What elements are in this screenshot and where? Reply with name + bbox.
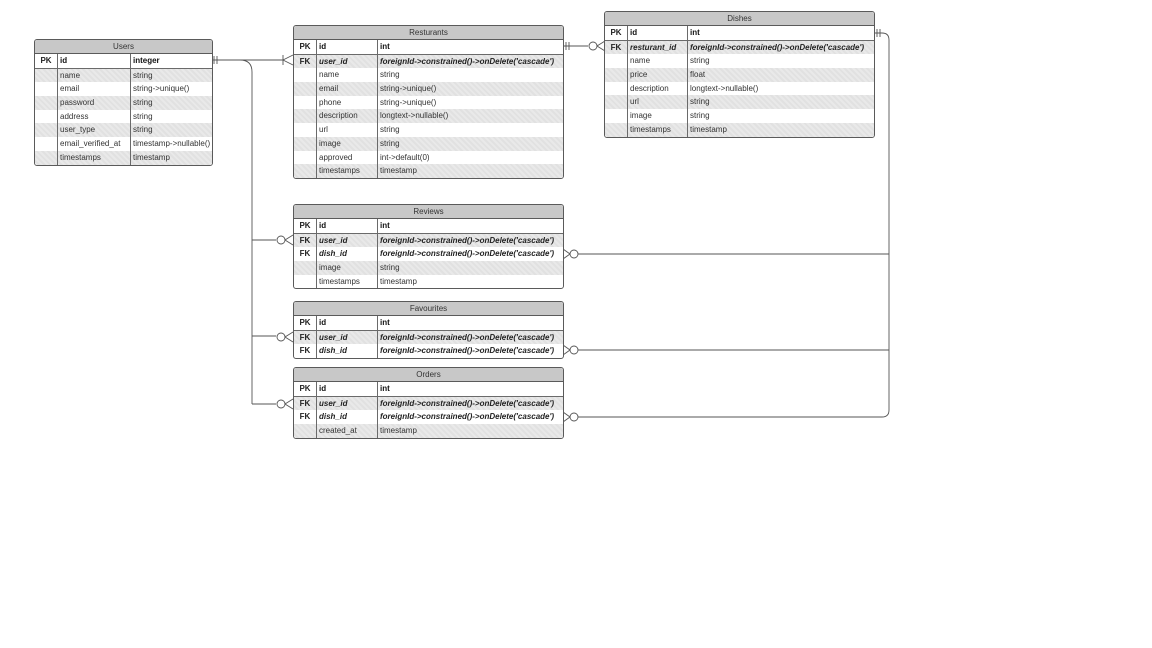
field-key: PK xyxy=(299,221,311,230)
resturants-table-title: Resturants xyxy=(294,26,563,40)
field-name: user_type xyxy=(57,123,130,137)
zero-marker-dishes xyxy=(589,42,597,50)
resturants-field-row xyxy=(294,96,563,110)
field-key xyxy=(294,109,316,123)
field-type: string xyxy=(130,110,212,124)
reviews-field-row xyxy=(294,275,563,289)
field-type: longtext->nullable() xyxy=(377,109,563,123)
field-name: id xyxy=(627,26,687,40)
field-name: timestamps xyxy=(316,164,377,178)
field-name: timestamps xyxy=(57,151,130,165)
field-type: string->unique() xyxy=(377,82,563,96)
field-type: foreignId->constrained()->onDelete('cascade') xyxy=(687,41,874,55)
users-field-row xyxy=(35,54,212,69)
field-type: foreignId->constrained()->onDelete('cascade') xyxy=(377,397,563,411)
field-type: float xyxy=(687,68,874,82)
field-type: int xyxy=(377,316,563,330)
resturants-table-rows xyxy=(294,40,563,178)
reviews-field-row xyxy=(294,219,563,234)
rel-dishes-trunk xyxy=(874,33,889,417)
field-type: timestamp xyxy=(377,164,563,178)
reviews-table-rows xyxy=(294,219,563,288)
field-name: image xyxy=(316,137,377,151)
many-marker-reviews-dish xyxy=(563,249,570,259)
field-key: PK xyxy=(299,42,311,51)
favourites-field-row xyxy=(294,331,563,345)
field-type: string xyxy=(377,261,563,275)
reviews-field-row xyxy=(294,247,563,261)
field-name: id xyxy=(57,54,130,68)
field-type: timestamp xyxy=(377,424,563,438)
field-name: timestamps xyxy=(627,123,687,137)
resturants-field-row xyxy=(294,82,563,96)
resturants-field-row xyxy=(294,68,563,82)
dishes-table-rows xyxy=(605,26,874,137)
field-name: email xyxy=(316,82,377,96)
field-key xyxy=(35,151,57,165)
field-type: string xyxy=(130,96,212,110)
field-key xyxy=(35,82,57,96)
field-type: string xyxy=(687,54,874,68)
field-key: PK xyxy=(40,56,52,65)
field-key: FK xyxy=(299,332,311,342)
rel-users-trunk xyxy=(240,60,252,404)
field-type: string xyxy=(130,123,212,137)
users-field-row xyxy=(35,123,212,137)
resturants-field-row xyxy=(294,164,563,178)
resturants-table[interactable] xyxy=(293,25,564,179)
field-type: longtext->nullable() xyxy=(687,82,874,96)
field-key xyxy=(35,123,57,137)
field-name: password xyxy=(57,96,130,110)
field-key: PK xyxy=(299,318,311,327)
dishes-field-row xyxy=(605,41,874,55)
field-key xyxy=(605,82,627,96)
field-name: id xyxy=(316,40,377,54)
reviews-table-title: Reviews xyxy=(294,205,563,219)
field-name: created_at xyxy=(316,424,377,438)
field-name: name xyxy=(57,69,130,83)
field-type: timestamp xyxy=(130,151,212,165)
favourites-field-row xyxy=(294,316,563,331)
field-name: id xyxy=(316,316,377,330)
field-type: foreignId->constrained()->onDelete('cascade') xyxy=(377,234,563,248)
field-type: int->default(0) xyxy=(377,151,563,165)
field-type: string xyxy=(377,123,563,137)
favourites-field-row xyxy=(294,344,563,358)
field-name: url xyxy=(627,95,687,109)
field-type: string->unique() xyxy=(377,96,563,110)
reviews-field-row xyxy=(294,261,563,275)
field-type: foreignId->constrained()->onDelete('cascade') xyxy=(377,410,563,424)
field-type: string xyxy=(687,109,874,123)
favourites-table-rows xyxy=(294,316,563,358)
field-type: timestamp xyxy=(687,123,874,137)
users-field-row xyxy=(35,137,212,151)
orders-field-row xyxy=(294,397,563,411)
field-key xyxy=(294,164,316,178)
dishes-field-row xyxy=(605,54,874,68)
field-key xyxy=(35,110,57,124)
field-name: description xyxy=(316,109,377,123)
field-type: string->unique() xyxy=(130,82,212,96)
many-marker-favourites-dish xyxy=(563,345,570,355)
resturants-field-row xyxy=(294,151,563,165)
field-key xyxy=(294,96,316,110)
field-key: FK xyxy=(299,56,311,66)
dishes-table-title: Dishes xyxy=(605,12,874,26)
field-name: approved xyxy=(316,151,377,165)
zero-marker-orders-user xyxy=(277,400,285,408)
dishes-table[interactable] xyxy=(604,11,875,138)
users-field-row xyxy=(35,151,212,165)
dishes-field-row xyxy=(605,68,874,82)
field-type: timestamp xyxy=(377,275,563,289)
field-key: FK xyxy=(299,235,311,245)
field-name: resturant_id xyxy=(627,41,687,55)
field-key: FK xyxy=(299,346,311,356)
field-type: integer xyxy=(130,54,212,68)
resturants-field-row xyxy=(294,123,563,137)
field-key xyxy=(35,137,57,151)
favourites-table[interactable] xyxy=(293,301,564,359)
reviews-field-row xyxy=(294,234,563,248)
field-key xyxy=(605,109,627,123)
many-marker-favourites-user xyxy=(285,332,293,342)
field-key: FK xyxy=(299,412,311,422)
orders-table-title: Orders xyxy=(294,368,563,382)
field-name: id xyxy=(316,382,377,396)
field-key xyxy=(294,275,316,289)
field-key: FK xyxy=(610,42,622,52)
field-name: user_id xyxy=(316,55,377,69)
dishes-field-row xyxy=(605,95,874,109)
field-type: foreignId->constrained()->onDelete('cascade') xyxy=(377,344,563,358)
field-name: address xyxy=(57,110,130,124)
users-table-rows xyxy=(35,54,212,165)
favourites-table-title: Favourites xyxy=(294,302,563,316)
users-field-row xyxy=(35,69,212,83)
resturants-field-row xyxy=(294,55,563,69)
zero-marker-favourites-user xyxy=(277,333,285,341)
field-name: dish_id xyxy=(316,247,377,261)
field-key: PK xyxy=(299,384,311,393)
field-name: timestamps xyxy=(316,275,377,289)
dishes-field-row xyxy=(605,26,874,41)
field-type: string xyxy=(377,68,563,82)
many-marker-resturants xyxy=(283,55,293,65)
field-key xyxy=(294,261,316,275)
field-key xyxy=(294,424,316,438)
field-name: id xyxy=(316,219,377,233)
zero-marker-favourites-dish xyxy=(570,346,578,354)
resturants-field-row xyxy=(294,109,563,123)
field-key xyxy=(294,68,316,82)
field-name: name xyxy=(627,54,687,68)
field-key xyxy=(605,95,627,109)
field-key xyxy=(35,69,57,83)
field-key: FK xyxy=(299,249,311,259)
field-key: PK xyxy=(610,28,622,37)
field-name: name xyxy=(316,68,377,82)
zero-marker-reviews-user xyxy=(277,236,285,244)
field-key: FK xyxy=(299,398,311,408)
users-field-row xyxy=(35,82,212,96)
field-key xyxy=(35,96,57,110)
field-name: email_verified_at xyxy=(57,137,130,151)
field-type: foreignId->constrained()->onDelete('cascade') xyxy=(377,247,563,261)
field-type: int xyxy=(377,382,563,396)
field-name: phone xyxy=(316,96,377,110)
orders-field-row xyxy=(294,410,563,424)
field-type: int xyxy=(377,219,563,233)
field-type: int xyxy=(687,26,874,40)
users-field-row xyxy=(35,96,212,110)
orders-table-rows xyxy=(294,382,563,438)
many-marker-orders-dish xyxy=(563,412,570,422)
field-name: user_id xyxy=(316,397,377,411)
field-name: dish_id xyxy=(316,344,377,358)
field-key xyxy=(294,82,316,96)
resturants-field-row xyxy=(294,40,563,55)
field-key xyxy=(294,123,316,137)
field-type: string xyxy=(687,95,874,109)
dishes-field-row xyxy=(605,109,874,123)
orders-field-row xyxy=(294,382,563,397)
field-type: int xyxy=(377,40,563,54)
field-name: image xyxy=(627,109,687,123)
users-table-title: Users xyxy=(35,40,212,54)
many-marker-reviews-user xyxy=(285,235,293,245)
orders-table[interactable] xyxy=(293,367,564,439)
field-name: price xyxy=(627,68,687,82)
field-key xyxy=(605,68,627,82)
field-name: user_id xyxy=(316,234,377,248)
field-key xyxy=(294,137,316,151)
field-name: image xyxy=(316,261,377,275)
reviews-table[interactable] xyxy=(293,204,564,289)
many-marker-orders-user xyxy=(285,399,293,409)
field-type: foreignId->constrained()->onDelete('cascade') xyxy=(377,331,563,345)
field-name: email xyxy=(57,82,130,96)
field-name: url xyxy=(316,123,377,137)
field-key xyxy=(605,54,627,68)
field-type: timestamp->nullable() xyxy=(130,137,212,151)
field-type: string xyxy=(130,69,212,83)
orders-field-row xyxy=(294,424,563,438)
field-type: string xyxy=(377,137,563,151)
zero-marker-reviews-dish xyxy=(570,250,578,258)
field-name: description xyxy=(627,82,687,96)
field-key xyxy=(294,151,316,165)
users-table[interactable] xyxy=(34,39,213,166)
zero-marker-orders-dish xyxy=(570,413,578,421)
dishes-field-row xyxy=(605,82,874,96)
resturants-field-row xyxy=(294,137,563,151)
field-key xyxy=(605,123,627,137)
field-name: dish_id xyxy=(316,410,377,424)
field-name: user_id xyxy=(316,331,377,345)
field-type: foreignId->constrained()->onDelete('cascade') xyxy=(377,55,563,69)
users-field-row xyxy=(35,110,212,124)
dishes-field-row xyxy=(605,123,874,137)
